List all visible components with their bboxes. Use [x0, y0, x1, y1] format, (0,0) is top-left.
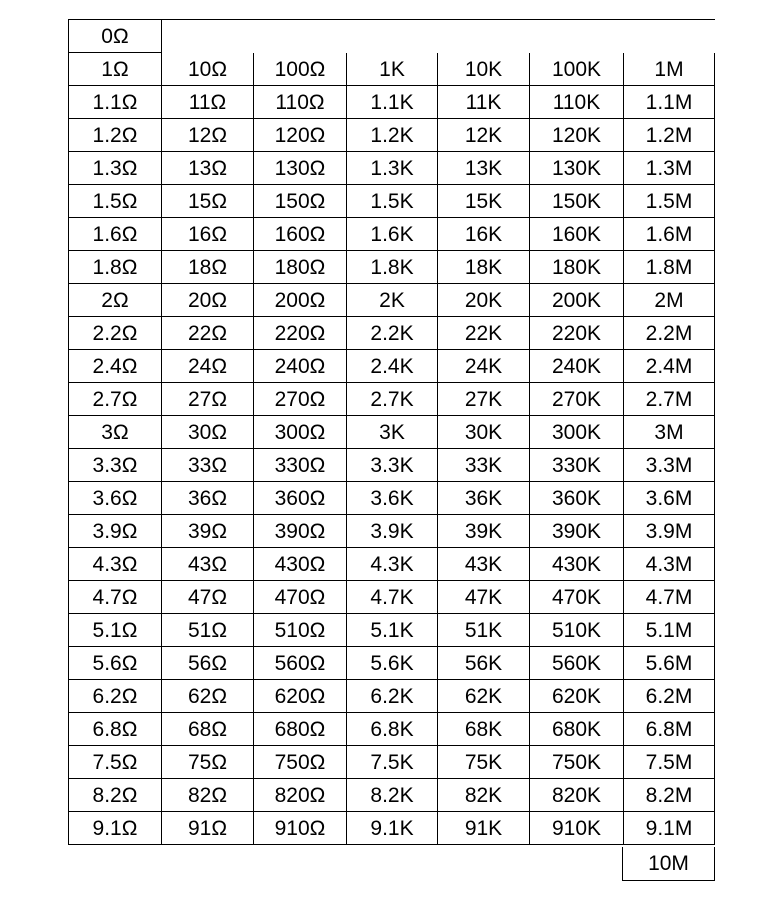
- table-cell: 27Ω: [162, 383, 254, 416]
- table-cell: 1.3K: [347, 152, 438, 185]
- table-cell: 130Ω: [254, 152, 347, 185]
- table-cell: 200Ω: [254, 284, 347, 317]
- table-cell: 3Ω: [69, 416, 162, 449]
- table-cell: 180Ω: [254, 251, 347, 284]
- table-cell: 3.9K: [347, 515, 438, 548]
- table-cell: 9.1Ω: [69, 812, 162, 845]
- table-cell: 24Ω: [162, 350, 254, 383]
- table-cell: 5.6Ω: [69, 647, 162, 680]
- table-cell: 62K: [438, 680, 530, 713]
- table-cell: 1M: [624, 53, 715, 86]
- table-cell: 82Ω: [162, 779, 254, 812]
- table-cell: 3.3M: [624, 449, 715, 482]
- table-cell: 16K: [438, 218, 530, 251]
- table-cell: 2.4M: [624, 350, 715, 383]
- table-cell: 3M: [624, 416, 715, 449]
- table-cell: 6.8K: [347, 713, 438, 746]
- table-cell: 75Ω: [162, 746, 254, 779]
- table-cell: 110K: [530, 86, 624, 119]
- table-cell: 1.2K: [347, 119, 438, 152]
- table-cell: 12Ω: [162, 119, 254, 152]
- table-cell: 15Ω: [162, 185, 254, 218]
- table-cell: 10Ω: [162, 53, 254, 86]
- table-cell: 43Ω: [162, 548, 254, 581]
- table-cell: 11K: [438, 86, 530, 119]
- table-cell: 12K: [438, 119, 530, 152]
- table-cell: 330K: [530, 449, 624, 482]
- table-cell: 150Ω: [254, 185, 347, 218]
- table-cell: 51Ω: [162, 614, 254, 647]
- table-cell: 1.5Ω: [69, 185, 162, 218]
- table-cell: 9.1K: [347, 812, 438, 845]
- table-cell: 3.6M: [624, 482, 715, 515]
- table-cell: 6.8Ω: [69, 713, 162, 746]
- table-cell: 11Ω: [162, 86, 254, 119]
- table-cell: 5.1Ω: [69, 614, 162, 647]
- table-cell: 62Ω: [162, 680, 254, 713]
- table-cell: 120K: [530, 119, 624, 152]
- table-cell: 6.2Ω: [69, 680, 162, 713]
- table-cell: 24K: [438, 350, 530, 383]
- table-cell: 820K: [530, 779, 624, 812]
- table-cell-bottom: 10M: [622, 847, 715, 881]
- table-cell: 1.6K: [347, 218, 438, 251]
- table-cell: 1K: [347, 53, 438, 86]
- table-cell: 240K: [530, 350, 624, 383]
- table-cell: 1.8M: [624, 251, 715, 284]
- table-cell: 47K: [438, 581, 530, 614]
- table-cell: 1.2M: [624, 119, 715, 152]
- table-cell: 560K: [530, 647, 624, 680]
- table-cell: 7.5Ω: [69, 746, 162, 779]
- table-cell: 39Ω: [162, 515, 254, 548]
- table-cell: 2.4Ω: [69, 350, 162, 383]
- table-cell: 68Ω: [162, 713, 254, 746]
- table-cell: 2.4K: [347, 350, 438, 383]
- table-cell: 360Ω: [254, 482, 347, 515]
- table-cell: 15K: [438, 185, 530, 218]
- table-cell: 160K: [530, 218, 624, 251]
- table-cell: 39K: [438, 515, 530, 548]
- table-cell: 56Ω: [162, 647, 254, 680]
- table-cell: 470Ω: [254, 581, 347, 614]
- table-cell: 4.7M: [624, 581, 715, 614]
- table-cell: 360K: [530, 482, 624, 515]
- table-cell: 1.8Ω: [69, 251, 162, 284]
- table-cell: 300Ω: [254, 416, 347, 449]
- table-cell: 8.2M: [624, 779, 715, 812]
- table-cell: 750K: [530, 746, 624, 779]
- table-cell: 430Ω: [254, 548, 347, 581]
- table-cell: 8.2K: [347, 779, 438, 812]
- table-cell: 22K: [438, 317, 530, 350]
- table-cell: 3.3K: [347, 449, 438, 482]
- table-cell: 2.2Ω: [69, 317, 162, 350]
- table-cell: 47Ω: [162, 581, 254, 614]
- table-cell: 2Ω: [69, 284, 162, 317]
- table-cell: 1.5M: [624, 185, 715, 218]
- table-cell: 390Ω: [254, 515, 347, 548]
- table-cell: 1.6M: [624, 218, 715, 251]
- table-cell: 1.1K: [347, 86, 438, 119]
- table-cell: 750Ω: [254, 746, 347, 779]
- table-cell: 620K: [530, 680, 624, 713]
- table-cell: 9.1M: [624, 812, 715, 845]
- table-cell: 8.2Ω: [69, 779, 162, 812]
- table-cell: 6.8M: [624, 713, 715, 746]
- table-cell: 16Ω: [162, 218, 254, 251]
- resistor-value-table: [68, 19, 715, 845]
- table-cell: 3K: [347, 416, 438, 449]
- table-cell: 30Ω: [162, 416, 254, 449]
- table-cell: 4.3M: [624, 548, 715, 581]
- table-blank-space: [162, 20, 715, 53]
- table-cell: 220Ω: [254, 317, 347, 350]
- table-cell: 510K: [530, 614, 624, 647]
- table-cell: 1.6Ω: [69, 218, 162, 251]
- table-cell: 2M: [624, 284, 715, 317]
- table-cell: 7.5K: [347, 746, 438, 779]
- table-cell: 910Ω: [254, 812, 347, 845]
- table-cell: 4.3Ω: [69, 548, 162, 581]
- table-cell-top: 0Ω: [69, 20, 162, 53]
- table-cell: 33Ω: [162, 449, 254, 482]
- table-cell: 2.7M: [624, 383, 715, 416]
- table-cell: 1.3M: [624, 152, 715, 185]
- table-cell: 4.7Ω: [69, 581, 162, 614]
- table-cell: 820Ω: [254, 779, 347, 812]
- table-cell: 560Ω: [254, 647, 347, 680]
- table-cell: 56K: [438, 647, 530, 680]
- table-cell: 110Ω: [254, 86, 347, 119]
- table-cell: 2.7Ω: [69, 383, 162, 416]
- table-cell: 270Ω: [254, 383, 347, 416]
- table-cell: 36Ω: [162, 482, 254, 515]
- table-cell: 910K: [530, 812, 624, 845]
- table-cell: 20Ω: [162, 284, 254, 317]
- table-cell: 180K: [530, 251, 624, 284]
- table-cell: 3.6K: [347, 482, 438, 515]
- table-cell: 470K: [530, 581, 624, 614]
- table-cell: 1Ω: [69, 53, 162, 86]
- table-cell: 13Ω: [162, 152, 254, 185]
- table-cell: 36K: [438, 482, 530, 515]
- table-cell: 13K: [438, 152, 530, 185]
- table-cell: 4.7K: [347, 581, 438, 614]
- table-cell: 33K: [438, 449, 530, 482]
- table-cell: 680K: [530, 713, 624, 746]
- table-cell: 200K: [530, 284, 624, 317]
- table-cell: 100K: [530, 53, 624, 86]
- table-cell: 6.2K: [347, 680, 438, 713]
- table-cell: 160Ω: [254, 218, 347, 251]
- table-cell: 20K: [438, 284, 530, 317]
- table-cell: 330Ω: [254, 449, 347, 482]
- table-cell: 240Ω: [254, 350, 347, 383]
- table-cell: 51K: [438, 614, 530, 647]
- table-cell: 1.2Ω: [69, 119, 162, 152]
- table-cell: 1.1M: [624, 86, 715, 119]
- table-cell: 6.2M: [624, 680, 715, 713]
- table-cell: 620Ω: [254, 680, 347, 713]
- table-cell: 270K: [530, 383, 624, 416]
- table-cell: 510Ω: [254, 614, 347, 647]
- table-cell: 2.7K: [347, 383, 438, 416]
- table-cell: 18Ω: [162, 251, 254, 284]
- table-cell: 2K: [347, 284, 438, 317]
- table-cell: 5.6K: [347, 647, 438, 680]
- table-cell: 18K: [438, 251, 530, 284]
- table-cell: 3.9M: [624, 515, 715, 548]
- table-cell: 120Ω: [254, 119, 347, 152]
- table-cell: 1.8K: [347, 251, 438, 284]
- table-cell: 100Ω: [254, 53, 347, 86]
- table-cell: 680Ω: [254, 713, 347, 746]
- table-cell: 3.3Ω: [69, 449, 162, 482]
- table-cell: 30K: [438, 416, 530, 449]
- table-cell: 43K: [438, 548, 530, 581]
- table-cell: 68K: [438, 713, 530, 746]
- table-cell: 4.3K: [347, 548, 438, 581]
- table-cell: 300K: [530, 416, 624, 449]
- table-cell: 130K: [530, 152, 624, 185]
- table-cell: 430K: [530, 548, 624, 581]
- table-cell: 5.1M: [624, 614, 715, 647]
- table-cell: 22Ω: [162, 317, 254, 350]
- table-cell: 1.1Ω: [69, 86, 162, 119]
- table-cell: 3.9Ω: [69, 515, 162, 548]
- table-cell: 150K: [530, 185, 624, 218]
- table-cell: 1.5K: [347, 185, 438, 218]
- table-cell: 91Ω: [162, 812, 254, 845]
- table-cell: 82K: [438, 779, 530, 812]
- table-cell: 7.5M: [624, 746, 715, 779]
- table-cell: 91K: [438, 812, 530, 845]
- table-cell: 220K: [530, 317, 624, 350]
- table-cell: 1.3Ω: [69, 152, 162, 185]
- table-cell: 2.2K: [347, 317, 438, 350]
- table-cell: 10K: [438, 53, 530, 86]
- table-cell: 75K: [438, 746, 530, 779]
- table-cell: 5.1K: [347, 614, 438, 647]
- table-cell: 3.6Ω: [69, 482, 162, 515]
- table-cell: 390K: [530, 515, 624, 548]
- table-cell: 2.2M: [624, 317, 715, 350]
- table-cell: 27K: [438, 383, 530, 416]
- table-cell: 5.6M: [624, 647, 715, 680]
